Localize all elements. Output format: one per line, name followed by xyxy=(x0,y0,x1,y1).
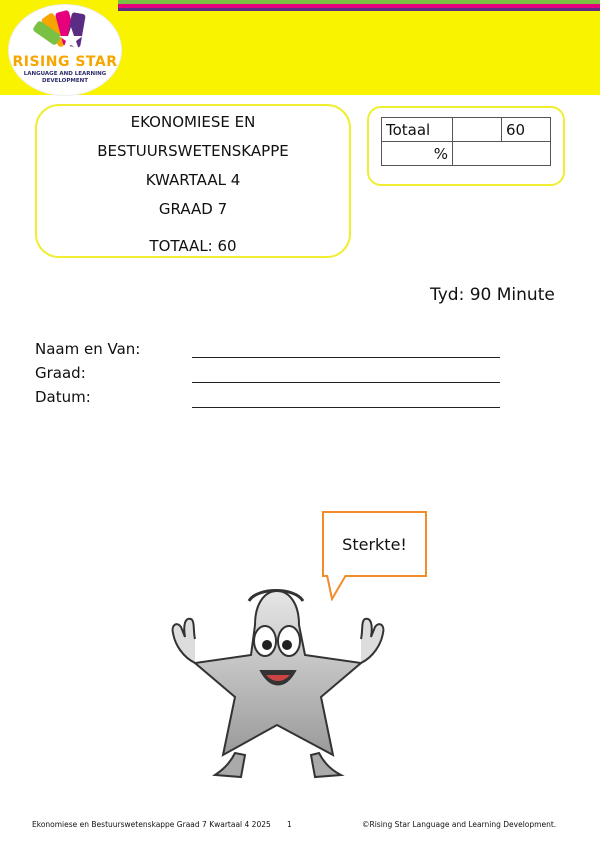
score-percent-label: % xyxy=(382,142,453,166)
title-line-subject-2: BESTUURSWETENSKAPPE xyxy=(97,142,289,160)
title-total: TOTAAL: 60 xyxy=(149,237,237,255)
date-field[interactable] xyxy=(192,407,500,408)
footer-copyright: ©Rising Star Language and Learning Development. xyxy=(362,820,557,829)
score-box xyxy=(367,106,565,186)
name-field[interactable] xyxy=(192,357,500,358)
title-line-subject-1: EKONOMIESE EN xyxy=(130,113,256,131)
speech-bubble-text: Sterkte! xyxy=(342,535,407,554)
grade-field[interactable] xyxy=(192,382,500,383)
title-line-grade: GRAAD 7 xyxy=(158,200,228,218)
score-row-percent xyxy=(382,142,551,166)
logo-tagline: LANGUAGE AND LEARNING DEVELOPMENT xyxy=(23,71,107,84)
time-allowed: Tyd: 90 Minute xyxy=(430,285,555,305)
score-total-value: 60 xyxy=(502,118,551,142)
title-line-term: KWARTAAL 4 xyxy=(145,171,241,189)
speech-bubble xyxy=(322,511,427,577)
name-label: Naam en Van: xyxy=(35,340,141,358)
score-total-mark-cell[interactable] xyxy=(453,118,502,142)
score-total-label: Totaal xyxy=(382,118,453,142)
score-table xyxy=(381,117,551,166)
star-mascot-icon xyxy=(165,585,405,790)
rising-star-logo xyxy=(8,4,122,96)
logo-name: RISING STAR xyxy=(12,54,118,70)
footer-doc-title: Ekonomiese en Bestuurswetenskappe Graad 7 Kwartaal 4 2025 xyxy=(32,820,271,829)
grade-label: Graad: xyxy=(35,364,86,382)
header-stripe-purple xyxy=(118,8,600,11)
footer-page-number: 1 xyxy=(287,820,292,829)
score-percent-cell[interactable] xyxy=(453,142,551,166)
date-label: Datum: xyxy=(35,388,91,406)
score-row-total xyxy=(382,118,551,142)
title-box xyxy=(35,104,351,258)
